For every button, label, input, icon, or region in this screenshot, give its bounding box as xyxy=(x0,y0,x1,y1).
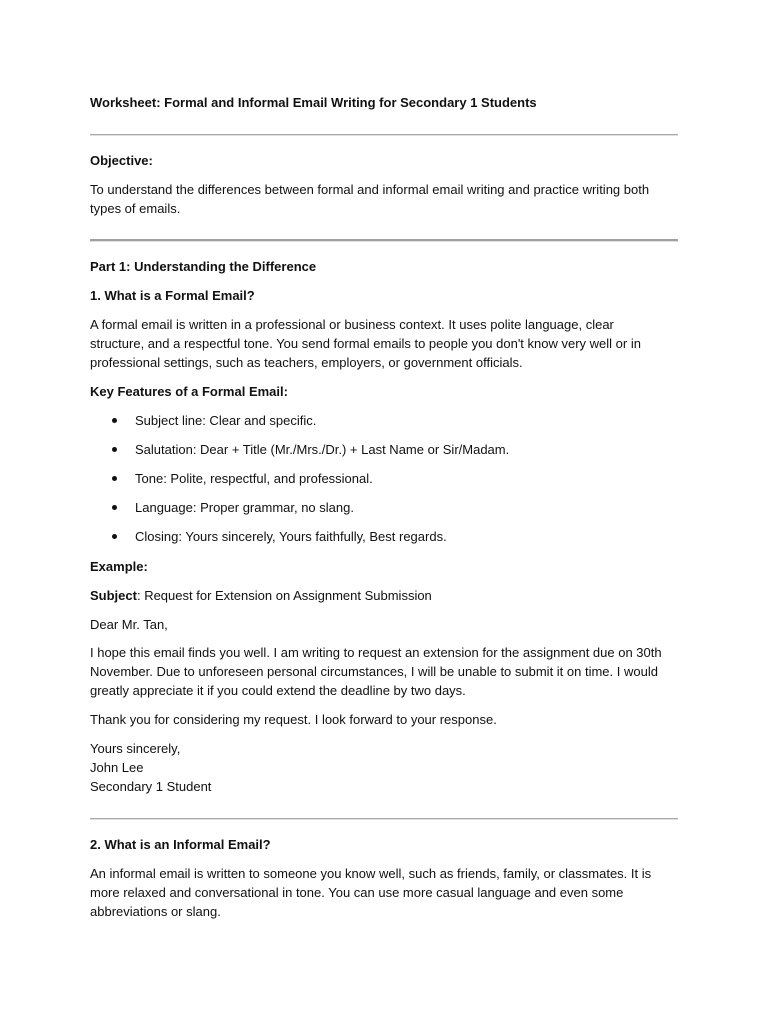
example-subject-line xyxy=(90,586,680,605)
objective-text: To understand the differences between formal and informal email writing and practice writing both types of emails. xyxy=(90,182,650,216)
list-item: Language: Proper grammar, no slang. xyxy=(90,498,680,527)
objective-heading: Objective: xyxy=(90,153,153,168)
signature-role: Secondary 1 Student xyxy=(90,779,212,794)
signature-name: John Lee xyxy=(90,760,144,775)
list-item: Salutation: Dear + Title (Mr./Mrs./Dr.) + Last Name or Sir/Madam. xyxy=(90,440,680,469)
subject-label: Subject xyxy=(90,588,137,603)
example-heading: Example: xyxy=(90,559,148,574)
list-item: Tone: Polite, respectful, and professional. xyxy=(90,469,680,498)
divider xyxy=(90,818,678,820)
bullet-icon xyxy=(112,476,117,481)
example-greeting: Dear Mr. Tan, xyxy=(90,617,168,632)
list-item: Subject line: Clear and specific. xyxy=(90,411,680,440)
divider xyxy=(90,134,678,136)
example-signature xyxy=(90,739,680,796)
formal-features-list xyxy=(90,411,680,556)
divider xyxy=(90,239,678,242)
formal-email-description: A formal email is written in a professional or business context. It uses polite language, clear structure, and a respectful tone. You send formal emails to people you don't know very well or in professional settings, such as teachers, employers, or government officials. xyxy=(90,317,641,370)
list-item: Closing: Yours sincerely, Yours faithfully, Best regards. xyxy=(90,527,680,556)
bullet-icon xyxy=(112,418,117,423)
bullet-icon xyxy=(112,534,117,539)
page-title: Worksheet: Formal and Informal Email Writing for Secondary 1 Students xyxy=(90,95,537,110)
part1-heading: Part 1: Understanding the Difference xyxy=(90,259,317,274)
bullet-icon xyxy=(112,505,117,510)
informal-email-description: An informal email is written to someone you know well, such as friends, family, or classmates. It is more relaxed and conversational in tone. You can use more casual language and even some abbreviations or slang. xyxy=(90,866,652,919)
bullet-icon xyxy=(112,447,117,452)
formal-email-heading: 1. What is a Formal Email? xyxy=(90,288,255,303)
formal-features-heading: Key Features of a Formal Email: xyxy=(90,384,288,399)
signature-closing: Yours sincerely, xyxy=(90,741,181,756)
example-body: I hope this email finds you well. I am writing to request an extension for the assignment due on 30th November. Due to unforeseen personal circumstances, I will be unable to submit it on time. I would greatly appreciate it if you could extend the deadline by two days. xyxy=(90,645,662,698)
informal-email-heading: 2. What is an Informal Email? xyxy=(90,837,271,852)
example-thanks: Thank you for considering my request. I look forward to your response. xyxy=(90,712,497,727)
subject-text: : Request for Extension on Assignment Submission xyxy=(136,588,432,603)
